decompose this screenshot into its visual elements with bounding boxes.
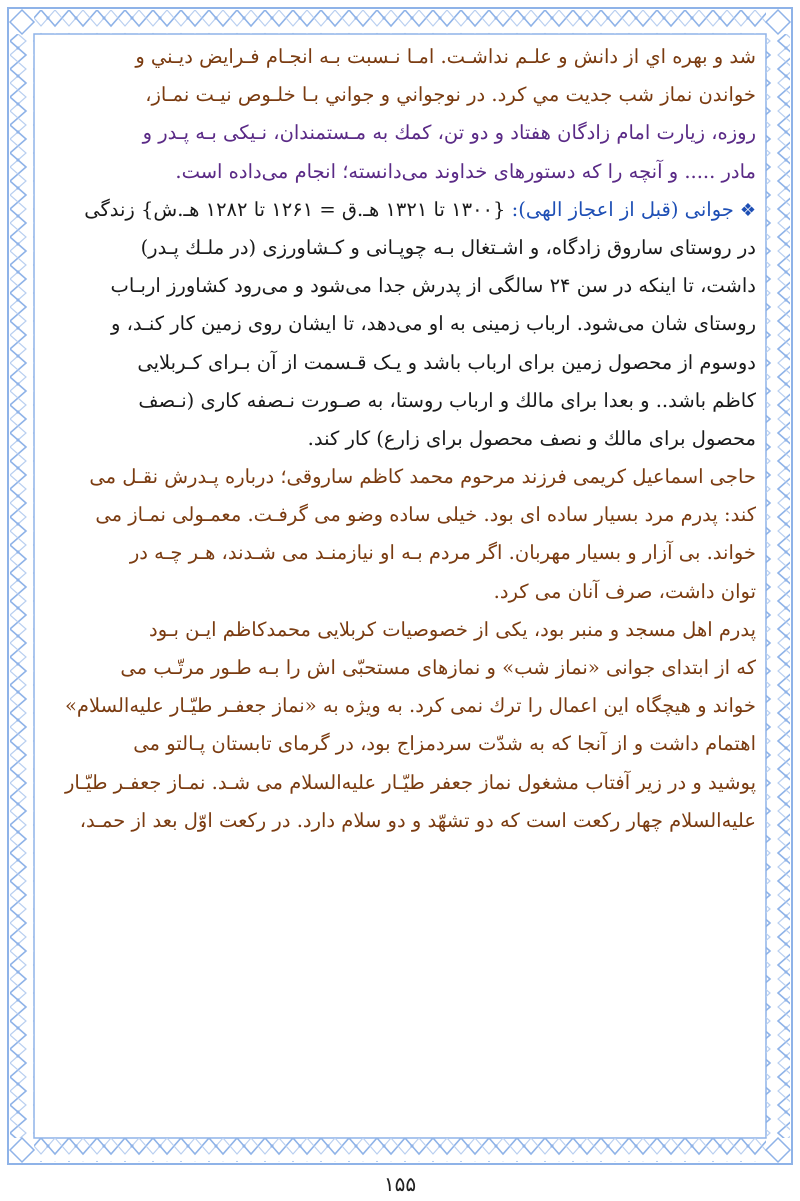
text-line: خواندن نماز شب جديت مي كرد. در نوجواني و جواني بـا خلـوص نيـت نمـاز، — [145, 83, 756, 107]
text-line: روزه، زيارت امام زادگان هفتاد و دو تن، كمك به مـستمندان، نـيكى بـه پـدر و — [142, 121, 756, 145]
text-line: مادر ..... و آنچه را که دستورهای خداوند می‌دانسته؛ انجام می‌داده است. — [175, 159, 756, 183]
text-line: محصول برای مالك و نصف محصول برای زارع) كار كند. — [307, 426, 756, 450]
text-line: شد و بهره اي از دانش و علـم نداشـت. امـا نـسبت بـه انجـام فـرايض ديـني و — [135, 45, 756, 68]
text-line: عليه‌السلام چهار ركعت است كه دو تشهّد و دو سلام دارد. در ركعت اوّل بعد از حمـد، — [79, 808, 756, 832]
text-line: خواند. بی آزار و بسيار مهربان. اگر مردم بـه او نيازمنـد مى شـدند، هـر چـه در — [129, 541, 756, 565]
text-line: كه از ابتدای جوانی «نماز شب» و نمازهای مستحبّی اش را بـه طـور مرتّـب مى — [120, 656, 756, 679]
text-line: داشت، تا اینکه در سن ۲۴ سالگی از پدرش جدا می‌شود و می‌رود كشاورز اربـاب — [110, 274, 756, 298]
text-line: كاظم باشد.. و بعدا برای مالك و ارباب روستا، به صـورت نـصفه كاری (نـصف — [138, 388, 756, 412]
page-number: ۱۵۵ — [383, 1172, 417, 1196]
text-line: اهتمام داشت و از آنجا كه به شدّت سردمزاج بود، در گرمای تابستان پـالتو مى — [133, 732, 756, 756]
text-line: حاجی اسماعیل كریمی فرزند مرحوم محمد كاظم ساروقی؛ درباره پـدرش نقـل مى — [89, 465, 756, 489]
text-line: روستای شان می‌شود. ارباب زمینی به او می‌دهد، تا ایشان روی زمین كار كنـد، و — [110, 312, 756, 336]
text-line: در روستای ساروق زادگاه، و اشـتغال بـه چوپـانی و كـشاورزی (در ملـك پـدر) — [140, 235, 756, 259]
section-heading-line — [44, 191, 756, 229]
four-diamond-bullet-icon: ❖ — [739, 199, 756, 221]
text-line: دوسوم از محصول زمین برای ارباب باشد و یـک قـسمت از آن بـرای كـربلايى — [137, 350, 756, 374]
text-line: توان داشت، صرف آنان مى كرد. — [493, 579, 756, 603]
text-line: خواند و هيچگاه اين اعمال را ترك نمی كرد. به ويژه به «نماز جعفـر طيّـار عليه‌السلام» — [64, 694, 756, 718]
text-line: كند: پدرم مرد بسيار ساده ای بود. خيلی ساده وضو می گرفـت. معمـولی نمـاز می — [95, 503, 756, 527]
text-line: پدرم اهل مسجد و منبر بود، یکی از خصوصيات كربلايى محمدكاظم ايـن بـود — [149, 617, 756, 641]
page-body-text — [44, 38, 756, 1118]
text-line: پوشيد و در زير آفتاب مشغول نماز جعفر طيّـار عليه‌السلام مى شـد. نمـاز جعفـر طيّـار — [64, 770, 756, 794]
text-line-rest: {۱۳۰۰ تا ۱۳۲۱ هـ.ق = ۱۲۶۱ تا ۱۲۸۲ هـ.ش} زندگی — [84, 197, 512, 221]
section-heading: جوانی (قبل از اعجاز الهی): — [511, 197, 734, 221]
